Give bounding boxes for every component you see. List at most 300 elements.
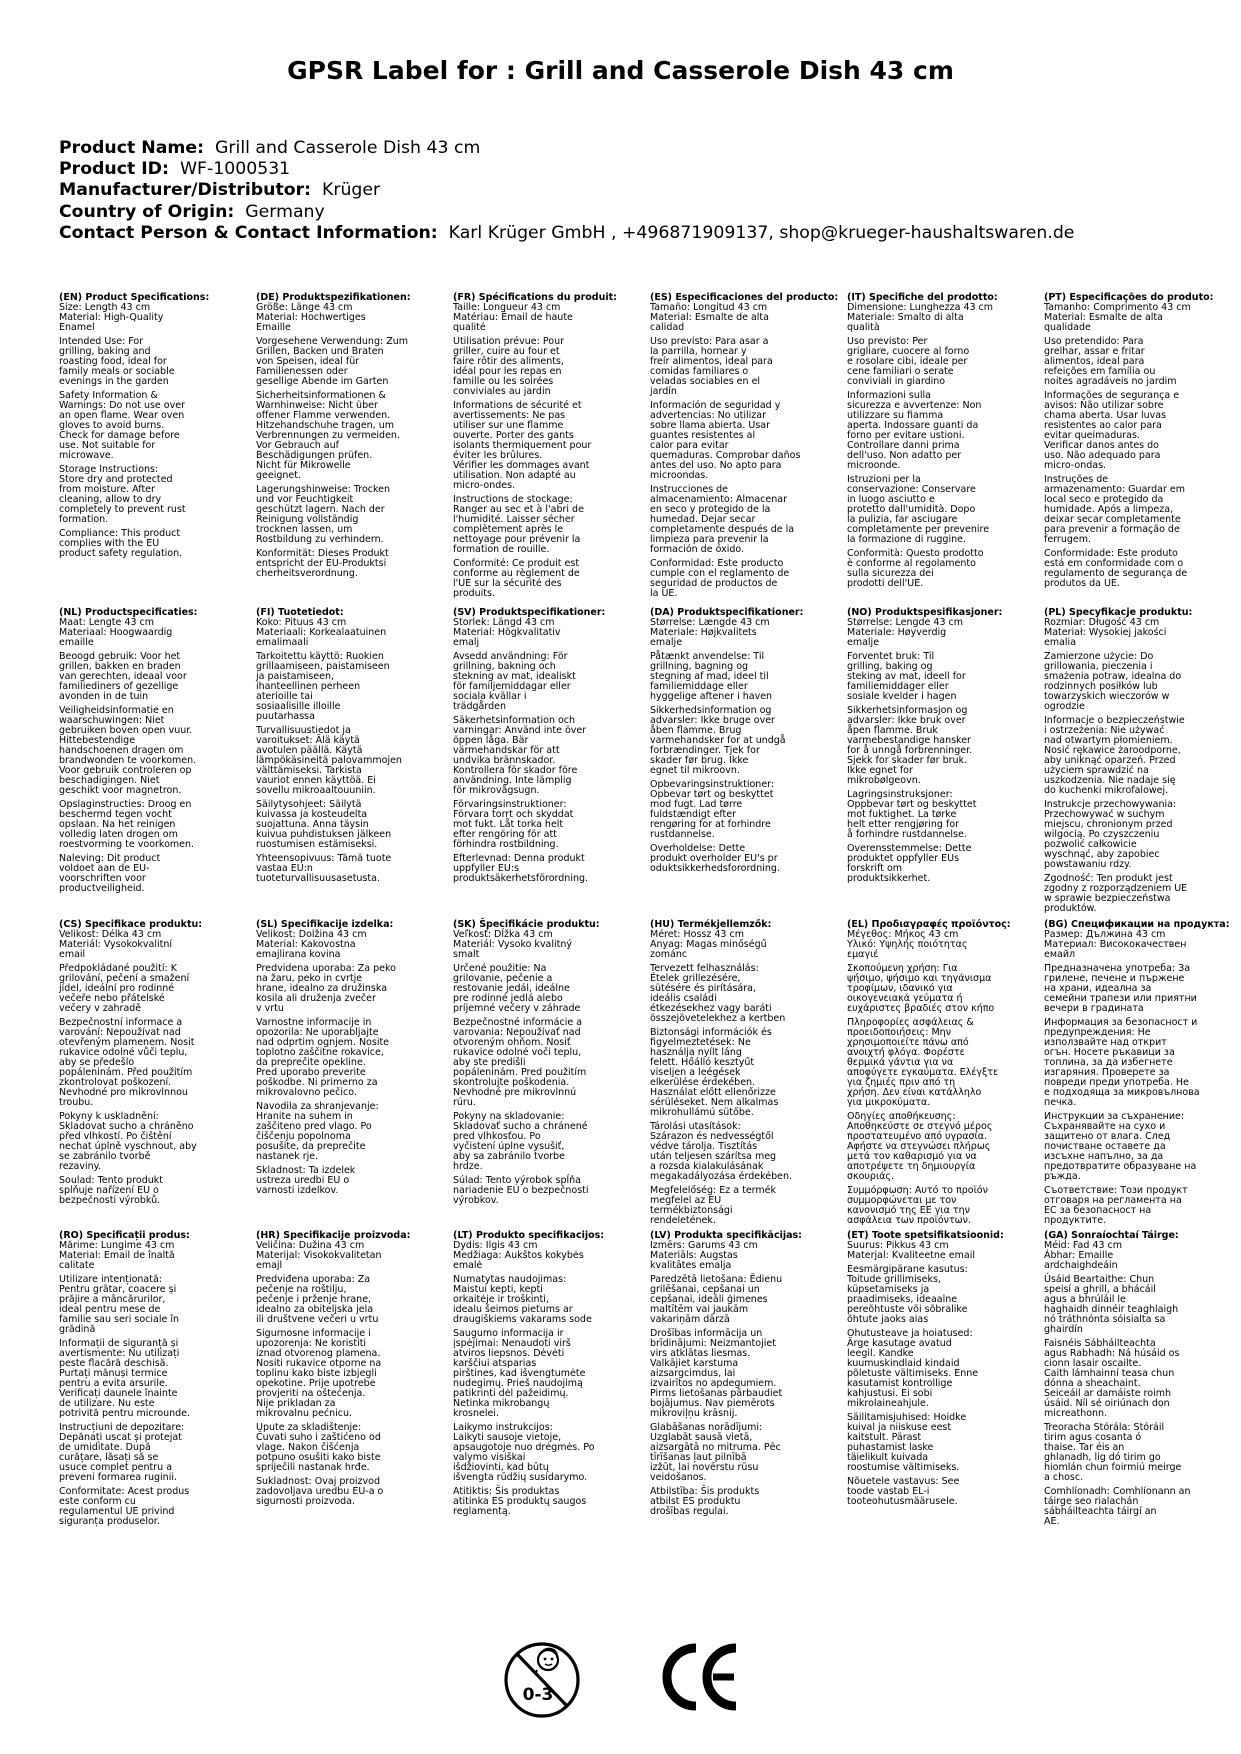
spec-line: in luogo asciutto e [847,494,935,505]
spec-line: qualidade [1044,322,1091,333]
spec-line: kuival ja niiskuse eest [847,1422,952,1433]
spec-line: rodzinnych posiłków lub [1044,681,1158,692]
spec-line: Materiaal: Hoogwaardig [59,627,173,638]
spec-line: Naleving: Dit product [59,853,161,864]
spec-line: Nositi rukavice otporne na [256,1358,382,1369]
spec-line: AE. [1044,1516,1060,1527]
spec-line: produtos da UE. [1044,578,1120,589]
spec-line: megakadályozása érdekében. [650,1171,793,1182]
spec-block-heading: (ET) Toote spetsifikatsioonid: [847,1230,1004,1241]
spec-line: Zgodność: Ten produkt jest [1044,873,1173,884]
spec-line: Tamanho: Comprimento 43 cm [1044,302,1191,313]
spec-line: Numatytas naudojimas: [453,1274,567,1285]
spec-line: Materiale: Høyverdig [847,627,947,638]
spec-line: välttämiseksi. Tarkista [256,765,362,776]
info-value: Krüger [322,180,381,201]
spec-line: toplotno zaščitne rokavice, [256,1047,384,1058]
spec-line: sábháilteachta táirgí an [1044,1506,1157,1517]
spec-block-heading: (CS) Specifikace produktu: [59,919,203,930]
spec-line: Veličina: Dužina 43 cm [256,1240,365,1251]
spec-line: príjemné večery v záhrade [453,1003,581,1014]
spec-line: utilisation. Non adapté au [453,470,576,481]
spec-block [256,293,436,579]
spec-block-heading: (EN) Product Specifications: [59,292,210,303]
spec-line: Información de seguridad y [650,400,781,411]
spec-line: Pokyny k uskladnění: [59,1111,159,1122]
spec-line: grilling, baking and [59,346,151,357]
spec-line: resistentes ao calor para [1044,420,1162,431]
spec-line: productveiligheid. [59,883,145,894]
spec-line: mikrohullámú sütőbe. [650,1107,754,1118]
spec-line: skontrolujte poškodenia. [453,1077,570,1088]
spec-line: mikrobølgeovn. [847,775,921,786]
spec-line: Utilizare intenționată: [59,1274,162,1285]
spec-line: de umiditate. După [59,1442,151,1453]
spec-line: Materiál: Vysokokvalitní [59,939,173,950]
spec-line: sosiaalisille illoille [256,701,341,712]
info-value: Karl Krüger GmbH , +496871909137, shop@krueger-haushaltswaren.de [448,222,1075,243]
spec-line: toplinu kako biste izbjegli [256,1368,377,1379]
spec-line: veidošanos. [650,1472,707,1483]
spec-line: maltītēm vai jaukām [650,1304,749,1315]
spec-line: helt etter rengjøring for [847,819,960,830]
spec-line: emalje [650,637,683,648]
spec-line: izvairītos no apdegumiem. [650,1378,777,1389]
spec-line: ouverte. Porter des gants [453,430,574,441]
spec-line: comidas familiares o [650,366,749,377]
spec-line: uppfyller EU:s [453,863,520,874]
spec-line: Tárolási utasítások: [650,1121,741,1132]
spec-line: Инструкции за съхранение: [1044,1111,1185,1122]
spec-line: Varnostne informacije in [256,1017,372,1028]
spec-line: Opbevar tørt og beskyttet [650,789,774,800]
spec-line: е подходяща за микровълнова [1044,1087,1200,1098]
spec-line: Οδηγίες αποθήκευσης: [847,1111,956,1122]
spec-line: praadimiseks, ideaalne [847,1294,958,1305]
spec-line: tirim agus cosanta ó [1044,1432,1142,1443]
spec-line: Συμμόρφωση: Αυτό το προϊόν [847,1185,988,1196]
spec-line: предупреждения: Не [1044,1027,1151,1038]
spec-line: Verificar danos antes do [1044,440,1159,451]
spec-line: atbilst ES produktu [650,1496,741,1507]
spec-line: advarsler: Ikke bruge over [650,715,775,726]
spec-block-heading: (PL) Specyfikacje produktu: [1044,607,1193,618]
spec-line: guantes resistentes al [650,430,756,441]
spec-line: Eesmärgipärane kasutus: [847,1264,968,1275]
spec-line: cepšanai, ideāli ģimenes [650,1294,768,1305]
spec-line: emajlirana kovina [256,949,341,960]
spec-line: pred vlhkosťou. Po [453,1131,541,1142]
spec-line: tuoteturvallisuusasetusta. [256,873,380,884]
spec-line: nastanek rje. [256,1151,319,1162]
spec-line: grelhar, assar e fritar [1044,346,1145,357]
spec-line: Bezpečnostní informace a [59,1017,183,1028]
spec-line: spriječili nastanak hrđe. [256,1462,370,1473]
spec-line: produktsäkerhetsförordning. [453,873,589,884]
spec-line: fuldstændigt efter [650,809,737,820]
spec-line: ανοιχτή φλόγα. Φορέστε [847,1047,965,1058]
spec-block [1044,293,1224,589]
spec-line: σκουριάς. [847,1171,895,1182]
spec-block-heading: (NO) Produktspesifikasjoner: [847,607,1003,618]
spec-line: rukavice odolné voči teplu, [453,1047,582,1058]
spec-line: leegil. Kandke [847,1348,914,1359]
spec-line: Compliance: This product [59,528,181,539]
spec-line: formation. [59,514,109,525]
spec-line: advarsler: Ikke bruk over [847,715,966,726]
spec-line: Pirms lietošanas pārbaudiet [650,1388,783,1399]
spec-line: Intended Use: For [59,336,144,347]
spec-line: Treoracha Stórála: Stóráil [1044,1422,1165,1433]
spec-line: tooteohutusmäärusele. [847,1496,958,1507]
spec-line: evenings in the garden [59,376,169,387]
spec-line: uso. Não adequado para [1044,450,1161,461]
spec-line: completamente per prevenire [847,524,990,535]
spec-line: armazenamento: Guardar em [1044,484,1186,495]
spec-line: toode vastab EL-i [847,1486,930,1497]
spec-line: familiemiddager eller [847,681,949,692]
spec-line: Predviđena uporaba: Za [256,1274,371,1285]
spec-line: a chosc. [1044,1472,1084,1483]
spec-line: voldoet aan de EU- [59,863,150,874]
spec-line: sovellu mikroaaltouuniin. [256,785,376,796]
spec-line: micro-ondes. [453,480,516,491]
spec-block-heading: (ES) Especificaciones del producto: [650,292,839,303]
spec-line: úsáid. Níl sé oiriúnach don [1044,1398,1170,1409]
spec-line: Depănați uscat și protejat [59,1432,182,1443]
spec-block-heading: (FR) Spécifications du produit: [453,292,617,303]
spec-line: micro-ondas. [1044,460,1107,471]
spec-line: voorschriften voor [59,873,146,884]
spec-block [1044,608,1224,914]
spec-line: предотвратите образуване на [1044,1161,1197,1172]
spec-line: Nicht für Mikrowelle [256,460,351,471]
spec-line: Przechowywać w suchym [1044,809,1165,820]
spec-line: Koko: Pituus 43 cm [256,617,347,628]
spec-block-heading: (NL) Productspecificaties: [59,607,198,618]
spec-block [650,920,830,1226]
spec-line: Opslaginstructies: Droog en [59,799,192,810]
spec-line: idealno za obiteljska jela [256,1304,374,1315]
spec-line: e rosolare cibi, ideale per [847,356,968,367]
spec-line: Használat előtt ellenőrizze [650,1087,776,1098]
spec-line: Netinka mikrobangų [453,1398,550,1409]
spec-line: Určené použitie: Na [453,963,547,974]
spec-line: peste flacără deschisă. [59,1358,169,1369]
spec-line: conforme au règlement de [453,568,580,579]
spec-block [650,292,839,599]
spec-line: famille ou les soirées [453,376,554,387]
spec-line: grillaamiseen, paistamiseen [256,661,390,672]
spec-line: vakariņām dārzā [650,1314,730,1325]
spec-line: Velikost: Dolžina 43 cm [256,929,367,940]
spec-line: sicurezza e avvertenze: Non [847,400,982,411]
spec-line: microondas. [650,470,709,481]
spec-line: family meals or sociable [59,366,175,377]
spec-line: Instrukcje przechowywania: [1044,799,1177,810]
spec-line: curățare, lăsați să se [59,1452,159,1463]
spec-line: Förvara torrt och skyddat [453,809,574,820]
spec-line: čiščenju popolnoma [256,1131,351,1142]
spec-line: Suurus: Pikkus 43 cm [847,1240,949,1251]
info-value: Grill and Casserole Dish 43 cm [215,138,481,158]
spec-line: Vorgesehene Verwendung: Zum [256,336,408,347]
spec-line: deixar secar completamente [1044,514,1181,525]
spec-line: undvika brännskador. [453,755,556,766]
spec-line: küpsetamiseks ja [847,1284,930,1295]
spec-line: i ostrzeżenia: Nie używać [1044,725,1165,736]
spec-line: miejscu, chronionym przed [1044,819,1173,830]
spec-line: vauriot ennen käyttöä. Ei [256,775,376,786]
spec-line: ruostumisen estämiseksi. [256,839,378,850]
spec-line: produktsikkerhet. [847,873,931,884]
spec-line: aby uniknąć oparzeń. Przed [1044,755,1176,766]
spec-line: Materiál: Vysoko kvalitný [453,939,573,950]
spec-block [1044,1231,1224,1527]
spec-line: Medžiaga: Aukštos kokybės [453,1250,584,1261]
spec-line: almacenamiento: Almacenar [650,494,787,505]
spec-block [59,608,239,894]
spec-line: põletuste vältimiseks. Enne [847,1368,979,1379]
spec-line: formation de rouille. [453,544,550,555]
spec-line: hiomlán chun foirmiú meirge [1044,1462,1182,1473]
spec-line: idéal pour les repas en [453,366,562,377]
spec-line: Beoogd gebruik: Voor het [59,651,181,662]
spec-line: Controllare danni prima [847,440,960,451]
spec-line: χρήση. Δεν είναι κατάλληλο [847,1087,982,1098]
spec-line: вечери в градината [1044,1003,1144,1014]
spec-line: защитено от влага. След [1044,1131,1171,1142]
spec-line: огън. Носете ръкавици за [1044,1047,1175,1058]
spec-line: Megfelelőség: Ez a termék [650,1185,777,1196]
spec-line: Nevhodné pre mikrovlnnú [453,1087,577,1098]
spec-line: roestvorming te voorkomen. [59,839,195,850]
spec-line: Υλικό: Υψηλής ποιότητας [847,939,968,950]
spec-line: conviviales au jardin [453,386,551,397]
spec-line: kahjustusi. Ei sobi [847,1388,933,1399]
spec-line: Glabāšanas norādījumi: [650,1422,763,1433]
spec-line: τροφίμων, ιδανικό για [847,983,953,994]
spec-line: grillning, bakning och [453,661,556,672]
spec-line: brīdinājumi: Neizmantojiet [650,1338,776,1349]
spec-line: Предназначена употреба: За [1044,963,1191,974]
info-key: Country of Origin: [59,201,235,222]
spec-line: regulamento de segurança de [1044,568,1188,579]
spec-line: l'UE sur la sécurité des [453,578,562,589]
spec-line: virs atklātas liesmas. [650,1348,751,1359]
spec-line: Maistui kepti, kepti [453,1284,543,1295]
spec-line: avertissements: Ne pas [453,410,566,421]
spec-line: advertencias: No utilizar [650,410,766,421]
spec-line: ustreza uredbi EU o [256,1175,350,1186]
spec-line: wyschnąć, aby zapobiec [1044,849,1160,860]
spec-line: produktów. [1044,903,1097,914]
spec-line: vlage. Nakon čišćenja [256,1442,360,1453]
spec-line: Material: High-Quality [59,312,164,323]
spec-line: patikrinti dėl pažeidimų. [453,1388,569,1399]
spec-line: veladas sociables en el [650,376,761,387]
spec-line: αποτρέψετε τη δημιουργία [847,1161,976,1172]
spec-line: oduktsikkerhedsforordning. [650,863,780,874]
spec-line: suojattuna. Anna täysin [256,819,369,830]
spec-line: Seiceáil ar damáiste roimh [1044,1388,1171,1399]
info-row [59,180,1074,201]
spec-block-heading: (HU) Termékjellemzők: [650,919,772,930]
spec-line: krosnelei. [453,1408,499,1419]
spec-line: Materijal: Visokokvalitetan [256,1250,382,1261]
spec-line: Материал: Висококачествен [1044,939,1187,950]
spec-line: megfelel az EU [650,1195,722,1206]
spec-line: Säkerhetsinformation och [453,715,576,726]
spec-line: ferrugem. [1044,534,1092,545]
spec-line: Skladnost: Ta izdelek [256,1165,356,1176]
spec-line: da preprečite opekline. [256,1057,366,1068]
spec-line: Nije prikladan za [256,1398,336,1409]
spec-line: повреди преди употреба. Не [1044,1077,1189,1088]
spec-line: aperta. Indossare guanti da [847,420,979,431]
spec-line: продуктите. [1044,1215,1107,1226]
spec-line: hyggelige aftener i haven [650,691,773,702]
not-for-children-0-3-icon [502,1630,582,1730]
spec-line: aterioille tai [256,691,313,702]
spec-line: opslaan. Na het reinigen [59,819,176,830]
spec-block [59,1231,239,1527]
spec-line: ръжда. [1044,1171,1081,1182]
spec-line: után teljesen szárítsa meg [650,1151,777,1162]
spec-line: complètement après le [453,524,564,535]
spec-line: Materiale: Højkvalitets [650,627,757,638]
spec-line: thaise. Tar éis an [1044,1442,1125,1453]
spec-line: roostumise vältimiseks. [847,1462,960,1473]
spec-line: Informații de siguranță și [59,1338,179,1349]
spec-line: varnosti izdelkov. [256,1185,339,1196]
spec-line: Enamel [59,322,95,333]
spec-line: poškodbe. Ni primerno za [256,1077,378,1088]
spec-line: για ζημιές πριν από τη [847,1077,956,1088]
spec-line: Μέγεθος: Μήκος 43 cm [847,929,959,940]
spec-line: Πληροφορίες ασφάλειας & [847,1017,974,1028]
spec-line: Informacje o bezpieczeństwie [1044,715,1185,726]
spec-block-heading: (GA) Sonraíochtaí Táirge: [1044,1230,1179,1241]
spec-line: bezpečnosti výrobků. [59,1195,161,1206]
spec-line: Uso previsto: Per [847,336,928,347]
spec-line: sociala kvällar i [453,691,527,702]
spec-line: Warnhinweise: Nicht über [256,400,378,411]
spec-line: en seco y protegido de la [650,504,771,515]
spec-line: Soulad: Tento produkt [59,1175,164,1186]
spec-line: Veiligheidsinformatie en [59,705,174,716]
spec-line: popáleninám. Před použitím [59,1067,193,1078]
spec-line: la parrilla, hornear y [650,346,747,357]
spec-line: Matériau: Émail de haute [453,312,573,323]
spec-line: vyčistení úplne vysušiť, [453,1141,565,1152]
spec-line: емайл [1044,949,1076,960]
spec-line: elkerülése érdekében. [650,1077,756,1088]
spec-line: védve tárolja. Tisztítás [650,1141,758,1152]
spec-line: семейни трапези или приятни [1044,993,1197,1004]
spec-line: Opbevaringsinstruktioner: [650,779,775,790]
spec-line: Warnings: Do not use over [59,400,185,411]
spec-line: varovania: Nepoužívať nad [453,1027,581,1038]
spec-line: varoitukset: Älä käytä [256,735,360,746]
spec-line: rezaviny. [59,1161,101,1172]
spec-line: Caith lámhainní teasa chun [1044,1368,1175,1379]
spec-line: bojājumus. Nav piemērots [650,1398,775,1409]
spec-line: sulla sicurezza dei [847,568,934,579]
spec-line: Biztonsági információk és [650,1027,772,1038]
spec-line: mot fuktighet. La tørke [847,809,957,820]
spec-line: Размер: Дължина 43 cm [1044,929,1166,940]
spec-line: w sprawie bezpieczeństwa [1044,893,1171,904]
spec-line: Uzglabāt sausā vietā, [650,1432,753,1443]
spec-line: jardín [650,386,677,397]
spec-line: email [59,949,86,960]
spec-line: Material: Högkvalitativ [453,627,561,638]
spec-line: drošības regulai. [650,1506,729,1517]
spec-line: Conformidad: Este producto [650,558,784,569]
spec-line: use. Not suitable for [59,440,156,451]
spec-line: izžūt, lai novērstu rūsu [650,1462,759,1473]
spec-line: Informazioni sulla [847,390,931,401]
spec-line: nad otwartym płomieniem. [1044,735,1173,746]
spec-line: popáleninám. Pred použitím [453,1067,587,1078]
spec-line: å forhindre rustdannelse. [847,829,967,840]
spec-line: splňuje nařízení EU o [59,1185,159,1196]
spec-line: nudegimų. Prieš naudojimą [453,1378,583,1389]
spec-line: Αποθηκεύστε σε στεγνό μέρος [847,1121,993,1132]
spec-line: micreathonn. [1044,1408,1108,1419]
spec-line: Uso previsto: Para asar a [650,336,769,347]
spec-line: gloves to avoid burns. [59,420,165,431]
spec-line: Verbrennungen zu vermeiden. [256,430,400,441]
spec-line: θερμικά γάντια για να [847,1057,954,1068]
spec-line: Avsedd användning: För [453,651,568,662]
spec-line: trädgården [453,701,506,712]
spec-line: ЕС за безопасност на [1044,1205,1152,1216]
spec-line: συμμορφώνεται με τον [847,1195,957,1206]
spec-block-heading: (LT) Produkto specifikacijos: [453,1230,605,1241]
spec-line: zadovoljava uredbu EU-a o [256,1486,384,1497]
spec-line: grilovanie, pečenie a [453,973,553,984]
spec-line: Faisnéis Sábháilteachta [1044,1338,1156,1349]
spec-line: ghairdín [1044,1324,1083,1335]
spec-line: haghaidh dinnéir teaghlaigh [1044,1304,1179,1315]
spec-line: calitate [59,1260,95,1271]
spec-line: beschadigingen. Niet [59,775,160,786]
spec-line: efter rengöring för att [453,829,557,840]
spec-line: puhastamist laske [847,1442,934,1453]
spec-line: κανονισμό της ΕΕ για την [847,1205,970,1216]
spec-line: Predvidena uporaba: Za peko [256,963,396,974]
spec-line: Ábhar: Emaille [1044,1250,1114,1261]
spec-line: användning. Inte lämplig [453,775,572,786]
spec-line: Förvaringsinstruktioner: [453,799,567,810]
spec-line: Maat: Lengte 43 cm [59,617,154,628]
spec-line: roasting food, ideal for [59,356,167,367]
spec-line: utiliser sur une flamme [453,420,564,431]
spec-line: emajl [256,1260,283,1271]
spec-line: rúru. [453,1097,476,1108]
spec-block [847,608,1027,884]
spec-line: Čuvati suho i zaštićeno od [256,1432,381,1443]
spec-line: õhtute jaoks aias [847,1314,929,1325]
spec-line: Hittebestendige [59,735,136,746]
spec-line: Beschädigungen prüfen. [256,450,373,461]
spec-line: åben flamme. Brug [650,725,742,736]
spec-block [453,608,633,884]
spec-line: ja paistamiseen, [256,671,335,682]
spec-line: rustdannelse. [650,829,715,840]
